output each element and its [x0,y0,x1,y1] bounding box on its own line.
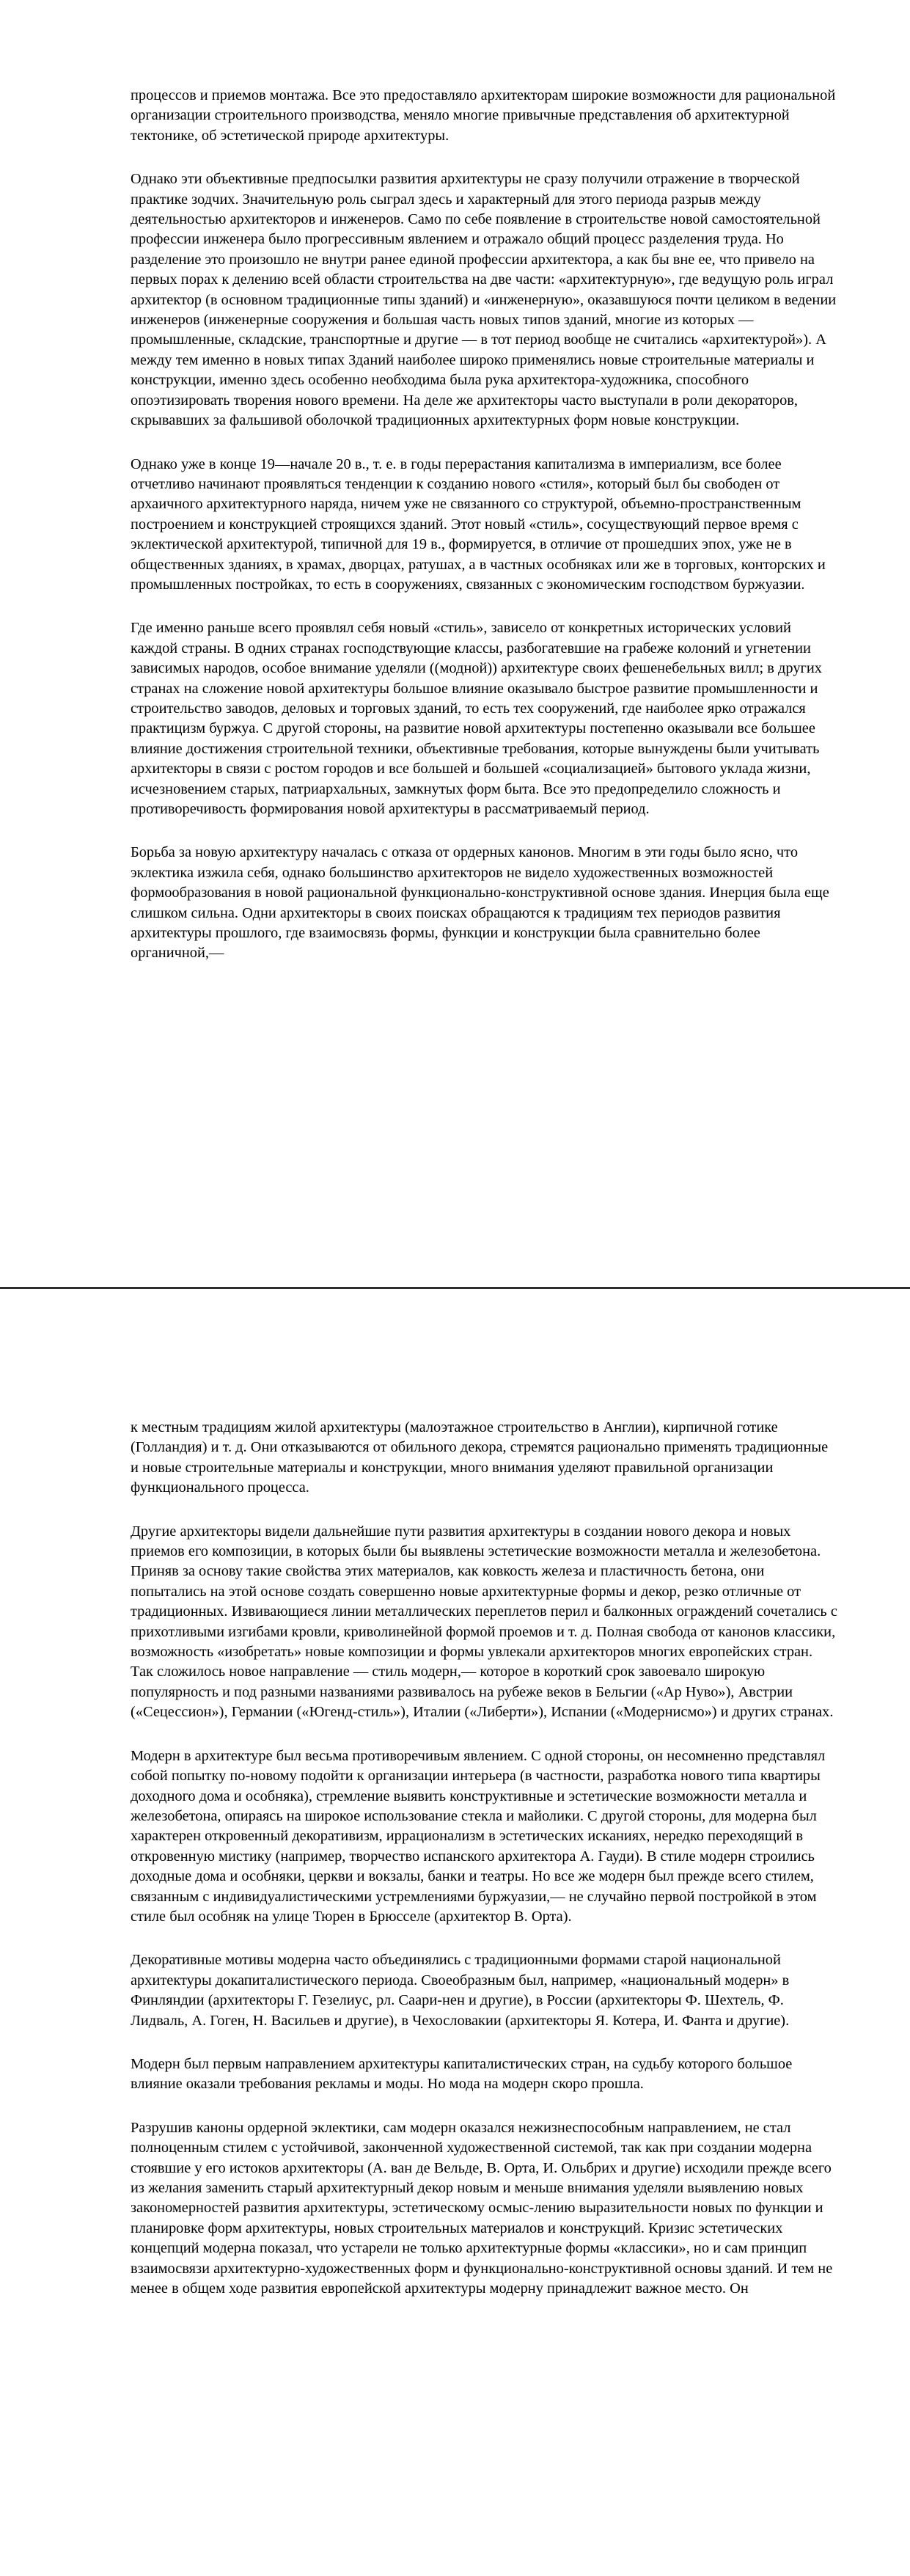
paragraph: Однако уже в конце 19—начале 20 в., т. е. в годы перерастания капитализма в империализм, все более отчетливо начинают проявляться тенденции к созданию нового «стиля», который был бы свободен от архаичного архитектурного наряда, ничем уже не связанного со структурой, объемно-пространственным построением и конструкцией строящихся зданий. Этот новый «стиль», сосуществующий первое время с эклектической архитектурой, типичной для 19 в., формируется, в отличие от прошедших эпох, уже не в общественных зданиях, в храмах, дворцах, ратушах, а в частных особняках или же в торговых, конторских и промышленных постройках, то есть в сооружениях, связанных с экономическим господством буржуазии. [131,455,826,593]
paragraph: Другие архитекторы видели дальнейшие пути развития архитектуры в создании нового декора и новых приемов его композиции, в которых были бы выявлены эстетические возможности металла и железобетона. Приняв за основу такие свойства этих материалов, как ковкость железа и пластичность бетона, они попытались на этой основе создать совершенно новые архитектурные формы и декор, резко отличные от традиционных. Извивающиеся линии металлических переплетов перил и балконных ограждений сочетались с прихотливыми изгибами кровли, криволинейной формой проемов и т. д. Полная свобода от канонов классики, возможность «изобретать» новые композиции и формы увлекали архитекторов многих европейских стран. Так сложилось новое направление — стиль модерн,— которое в короткий срок завоевало широкую популярность и под разными названиями развивалось на рубеже веков в Бельгии («Ар Нуво»), Австрии («Сецессион»), Германии («Югенд-стиль»), Италии («Либерти»), Испании («Модернисмо») и других странах. [131,1523,837,1721]
page-1-text [131,86,839,987]
paragraph: Где именно раньше всего проявлял себя новый «стиль», зависело от конкретных исторических условий каждой страны. В одних странах господствующие классы, разбогатевшие на грабеже колоний и угнетении зависимых народов, особое внимание уделяли ((модной)) архитектуре своих фешенебельных вилл; в других странах на сложение новой архитектуры большое влияние оказывало быстрое развитие промышленности и строительство заводов, деловых и торговых зданий, то есть тех сооружений, где наиболее ярко отражался практицизм буржуа. С другой стороны, на развитие новой архитектуры постепенно оказывали все большее влияние достижения строительной техники, объективные требования, которые вынуждены были учитывать архитекторы в связи с ростом городов и все большей и большей «социализацией» бытового уклада жизни, исчезновением старых, патриархальных, замкнутых форм быта. Все это предопределило сложность и противоречивость формирования новой архитектуры в рассматриваемый период. [131,620,822,817]
paragraph: Борьба за новую архитектуру началась с отказа от ордерных канонов. Многим в эти годы было ясно, что эклектика изжила себя, однако большинство архитекторов не видело художественных возможностей формообразования в новой рациональной функционально-конструктивной основе здания. Инерция была еще слишком сильна. Одни архитекторы в своих поисках обращаются к традициям тех периодов развития архитектуры прошлого, где взаимосвязь формы, функции и конструкции была сравнительно более органичной,— [131,844,829,962]
paragraph: Декоративные мотивы модерна часто объединялись с традиционными формами старой национальной архитектуры докапиталистического периода. Своеобразным был, например, «национальный модерн» в Финляндии (архитекторы Г. Гезелиус, рл. Саари-нен и другие), в России (архитекторы Ф. Шехтель, Ф. Лидваль, А. Гоген, Н. Васильев и другие), в Чехословакии (архитекторы Я. Котера, И. Фанта и другие). [131,1952,790,2029]
document-page-2 [0,1289,910,2576]
paragraph: Однако эти объективные предпосылки развития архитектуры не сразу получили отражение в творческой практике зодчих. Значительную роль сыграл здесь и характерный для этого периода разрыв между деятельностью архитекторов и инженеров. Само по себе появление в строительстве новой самостоятельной профессии инженера было прогрессивным явлением и отражало общий процесс разделения труда. Но разделение это произошло не внутри ранее единой профессии архитектора, а как бы вне ее, что привело на первых порах к делению всей области строительства на две части: «архитектурную», где ведущую роль играл архитектор (в основном традиционные типы зданий) и «инженерную», оказавшуюся почти целиком в ведении инженеров (инженерные сооружения и большая часть новых типов зданий, многие из которых — промышленные, складские, транспортные и другие — в тот период вообще не считались «архитектурой»). А между тем именно в новых типах Зданий наиболее широко применялись новые строительные материалы и конструкции, именно здесь особенно необходима была рука архитектора-художника, способного опоэтизировать творения нового времени. На деле же архитекторы часто выступали в роли декораторов, скрывавших за фальшивой оболочкой традиционных архитектурных форм новые конструкции. [131,171,837,429]
page-2-text [131,1418,839,2322]
document-page-1 [0,0,910,1287]
paragraph: к местным традициям жилой архитектуры (малоэтажное строительство в Англии), кирпичной готике (Голландия) и т. д. Они отказываются от обильного декора, стремятся рационально применять традиционные и новые строительные материалы и конструкции, много внимания уделяют правильной организации функционального процесса. [131,1419,829,1496]
paragraph: Разрушив каноны ордерной эклектики, сам модерн оказался нежизнеспособным направлением, не стал полноценным стилем с устойчивой, законченной художественной системой, так как при создании модерна стоявшие у его истоков архитекторы (А. ван де Вельде, В. Орта, И. Ольбрих и другие) исходили прежде всего из желания заменить старый архитектурный декор новым и меньше внимания уделяли выявлению новых закономерностей развития архитектуры, эстетическому осмыс-лению выразительности новых по функции и планировке форм архитектуры, новых строительных материалов и конструкций. Кризис эстетических концепций модерна показал, что устарели не только архитектурные формы «классики», но и сам принцип взаимосвязи архитектурно-художественных форм и функционально-конструктивной основы зданий. И тем не менее в общем ходе развития европейской архитектуры модерну принадлежит важное место. Он [131,2119,833,2297]
paragraph: Модерн в архитектуре был весьма противоречивым явлением. С одной стороны, он несомненно представлял собой попытку по-новому подойти к организации интерьера (в частности, разработка нового типа квартиры доходного дома и особняка), стремление выявить конструктивные и эстетические возможности металла и железобетона, опираясь на широкое использование стекла и майолики. С другой стороны, для модерна был характерен откровенный декоративизм, иррационализм в эстетических исканиях, нередко переходящий в откровенную мистику (например, творчество испанского архитектора А. Гауди). В стиле модерн строились доходные дома и особняки, церкви и вокзалы, банки и театры. Но все же модерн был прежде всего стилем, связанным с индивидуалистическими устремлениями буржуазии,— не случайно первой постройкой в этом стиле был особняк на улице Тюрен в Брюсселе (архитектор В. Орта). [131,1747,826,1925]
paragraph: Модерн был первым направлением архитектуры капиталистических стран, на судьбу которого большое влияние оказали требования рекламы и моды. Но мода на модерн скоро прошла. [131,2055,793,2093]
paragraph: процессов и приемов монтажа. Все это предоставляло архитекторам широкие возможности для рациональной организации строительного производства, меняло многие привычные представления об архитектурной тектонике, об эстетической природе архитектуры. [131,87,836,144]
